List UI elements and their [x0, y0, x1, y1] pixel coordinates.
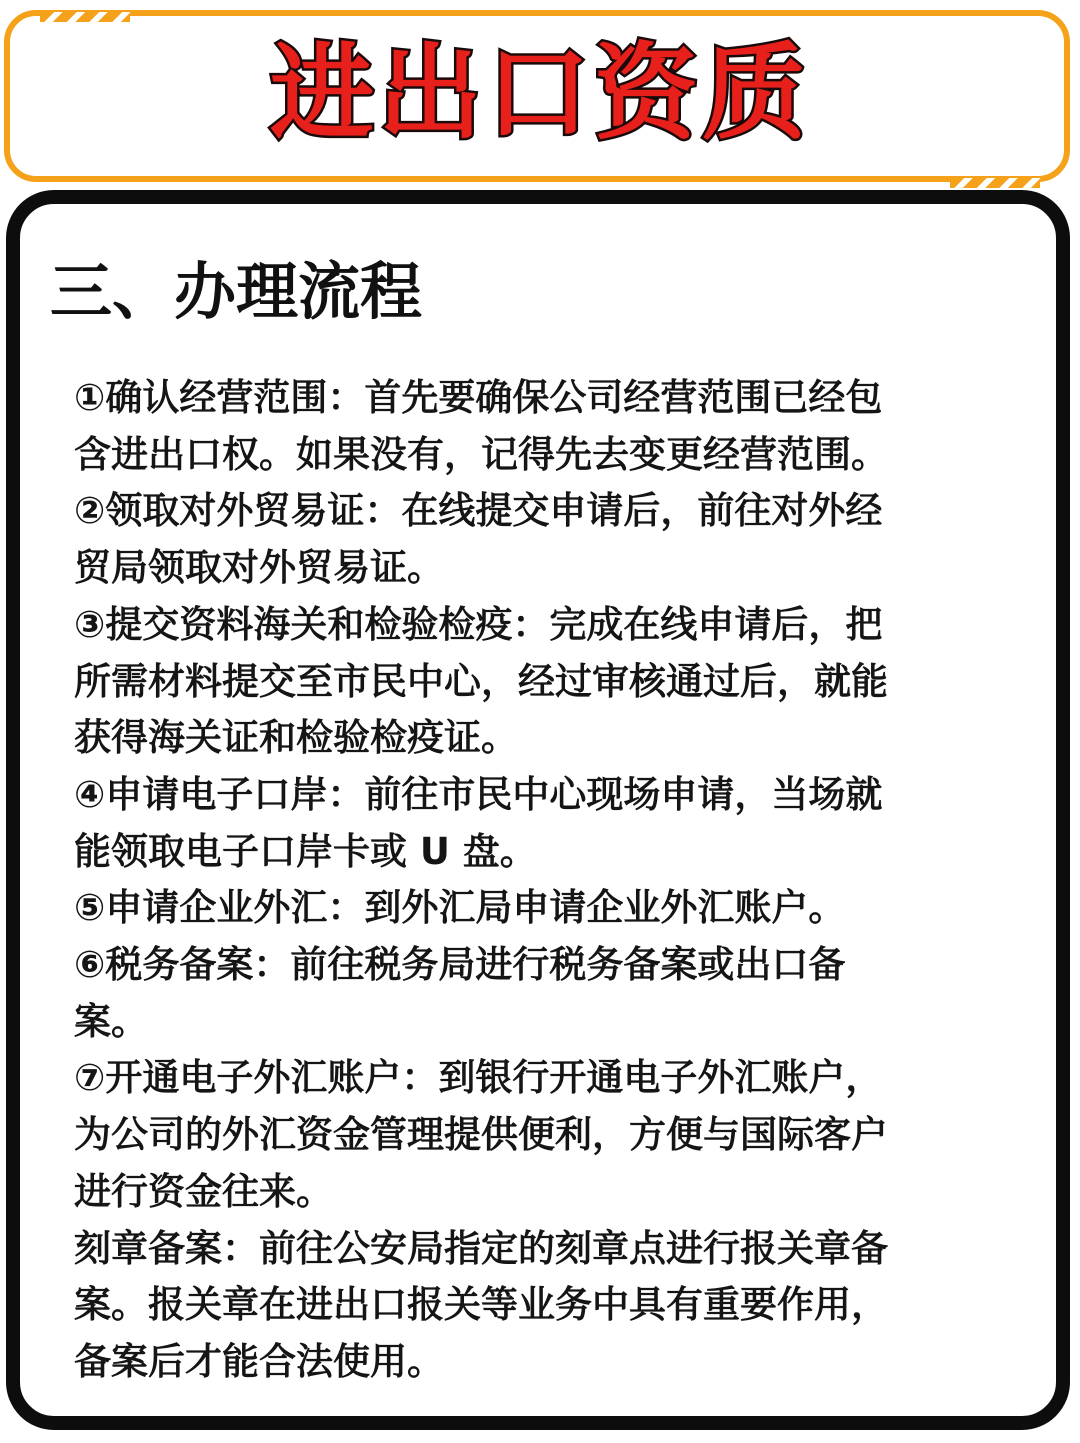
text-line: ⑤申请企业外汇：到外汇局申请企业外汇账户。 [74, 886, 846, 930]
text-line: ①确认经营范围：首先要确保公司经营范围已经包 [74, 376, 883, 419]
text-line: ④申请电子口岸：前往市民中心现场申请，当场就 [74, 772, 883, 816]
text-line: 贸局领取对外贸易证。 [74, 546, 444, 590]
text-line: 能领取电子口岸卡或 U 盘。 [74, 829, 537, 873]
text-line: 进行资金往来。 [74, 1169, 333, 1213]
banner-stripe-decoration [950, 178, 1040, 188]
text-line: 案。报关章在进出口报关等业务中具有重要作用， [74, 1283, 888, 1327]
text-line: ⑦开通电子外汇账户：到银行开通电子外汇账户， [74, 1056, 883, 1100]
process-steps [74, 370, 994, 1391]
banner-stripe-decoration [40, 12, 130, 22]
text-line: ③提交资料海关和检验检疫：完成在线申请后，把 [74, 602, 883, 646]
text-line: 为公司的外汇资金管理提供便利，方便与国际客户 [74, 1113, 888, 1157]
text-line: 刻章备案：前往公安局指定的刻章点进行报关章备 [74, 1226, 888, 1270]
text-line: 备案后才能合法使用。 [74, 1339, 444, 1383]
text-line: 案。 [74, 999, 148, 1043]
section-heading: 三、办理流程 [50, 255, 423, 328]
text-line: 所需材料提交至市民中心，经过审核通过后，就能 [74, 659, 888, 703]
text-line: 获得海关证和检验检疫证。 [74, 716, 518, 760]
content-card [6, 190, 1070, 1430]
text-line: ②领取对外贸易证：在线提交申请后，前往对外经 [74, 489, 883, 533]
page-title: 进出口资质 [269, 32, 810, 154]
text-line: 含进出口权。如果没有，记得先去变更经营范围。 [74, 432, 888, 476]
text-line: ⑥税务备案：前往税务局进行税务备案或出口备 [74, 943, 846, 987]
